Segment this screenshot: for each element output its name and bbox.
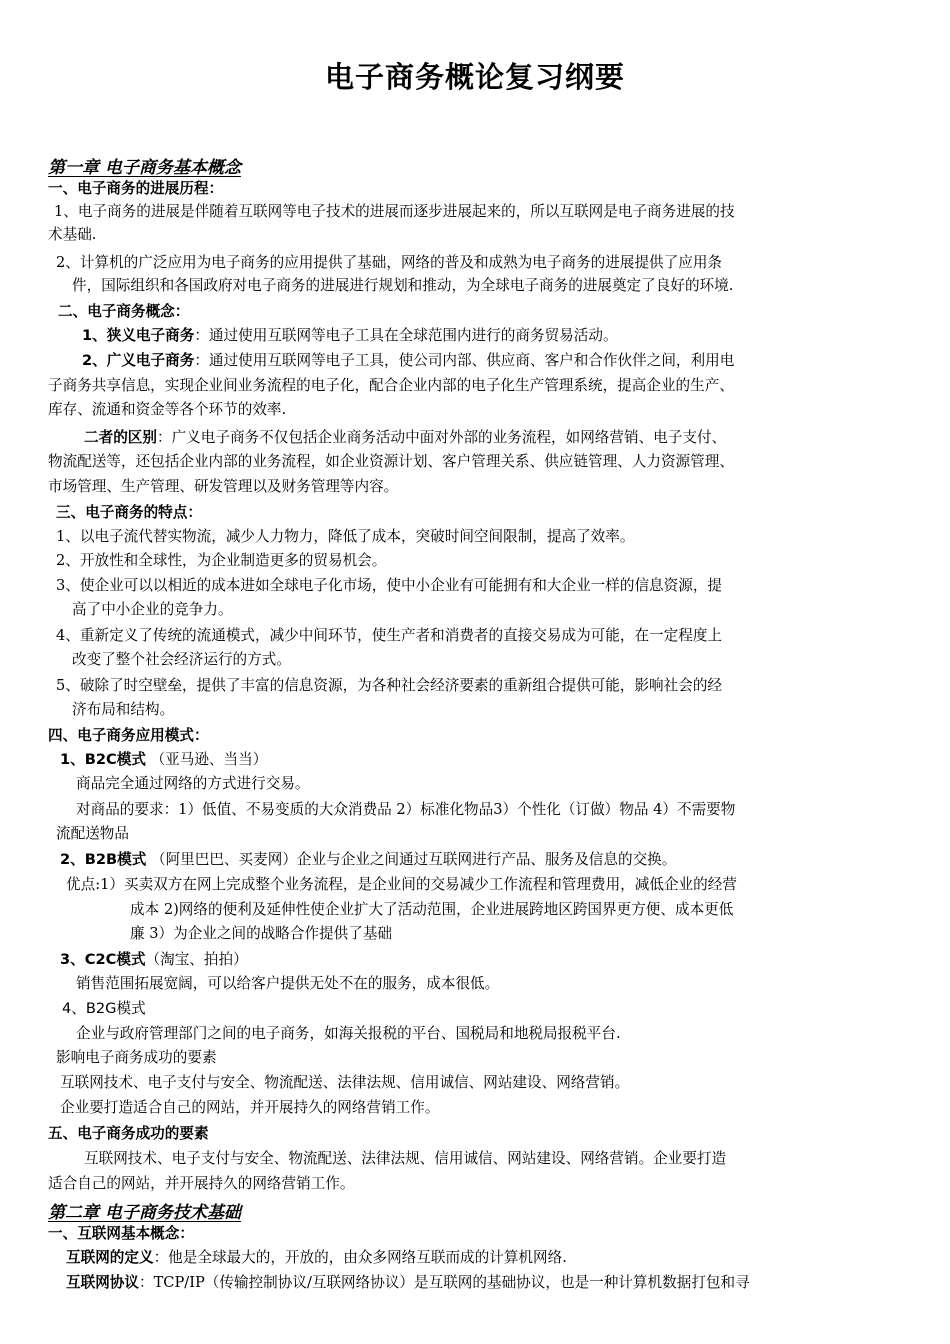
mode-label: 1、B2C模式	[60, 751, 146, 768]
mode-text: （淘宝、拍拍）	[145, 951, 248, 968]
term-label: 二者的区别	[84, 429, 157, 446]
paragraph-line: 互联网技术、电子支付与安全、物流配送、法律法规、信用诚信、网站建设、网络营销。企业要打造	[84, 1150, 727, 1167]
section-5-heading: 五、电子商务成功的要素	[48, 1125, 209, 1142]
paragraph-line: 库存、流通和资金等各个环节的效率.	[48, 401, 287, 418]
chapter-1-heading: 第一章 电子商务基本概念	[48, 158, 241, 178]
paragraph-line	[66, 1248, 567, 1268]
paragraph-line: 物流配送等，还包括企业内部的业务流程，如企业资源计划、客户管理关系、供应链管理、人力资源管理、	[48, 453, 734, 470]
paragraph-line: 改变了整个社会经济运行的方式。	[72, 651, 291, 668]
paragraph-line: 4、重新定义了传统的流通模式，减少中间环节，使生产者和消费者的直接交易成为可能，在一定程度上	[56, 627, 723, 644]
paragraph-line: 2、开放性和全球性，为企业制造更多的贸易机会。	[56, 552, 387, 569]
paragraph-line: 企业要打造适合自己的网站，并开展持久的网络营销工作。	[60, 1099, 440, 1116]
term-text: ：通过使用互联网等电子工具，使公司内部、供应商、客户和合作伙伴之间，利用电	[194, 352, 735, 369]
term-label: 2、广义电子商务	[82, 352, 195, 369]
paragraph-line: 1、电子商务的进展是伴随着互联网等电子技术的进展而逐步进展起来的，所以互联网是电子商务进展的技	[54, 203, 735, 220]
mode-label: 2、B2B模式	[60, 851, 147, 868]
section-4-heading: 四、电子商务应用模式：	[48, 727, 209, 744]
paragraph-line: 对商品的要求：1）低值、不易变质的大众消费品 2）标准化物品3）个性化（订做）物品 4）不需要物	[76, 801, 736, 818]
paragraph-line: 企业与政府管理部门之间的电子商务，如海关报税的平台、国税局和地税局报税平台.	[76, 1025, 621, 1042]
term-label: 互联网协议	[66, 1274, 139, 1291]
paragraph-line: 2、计算机的广泛应用为电子商务的应用提供了基础，网络的普及和成熟为电子商务的进展提供了应用条	[56, 254, 723, 271]
paragraph-line: 术基础.	[48, 226, 97, 243]
section-1-heading: 一、互联网基本概念：	[48, 1225, 194, 1242]
paragraph-line	[82, 351, 734, 371]
paragraph-line: 廉 3）为企业之间的战略合作提供了基础	[130, 925, 393, 942]
mode-text: （阿里巴巴、买麦网）企业与企业之间通过互联网进行产品、服务及信息的交换。	[146, 851, 677, 868]
paragraph-line	[82, 326, 618, 346]
paragraph-line: 市场管理、生产管理、研发管理以及财务管理等内容。	[48, 478, 399, 495]
paragraph-line: 商品完全通过网络的方式进行交易。	[76, 775, 310, 792]
paragraph-line: 1、以电子流代替实物流，减少人力物力，降低了成本，突破时间空间限制，提高了效率。	[56, 528, 635, 545]
paragraph-line: 优点:1）买卖双方在网上完成整个业务流程，是企业间的交易减少工作流程和管理费用，减低企业的经营	[66, 876, 737, 893]
paragraph-line: 件，国际组织和各国政府对电子商务的进展进行规划和推动，为全球电子商务的进展奠定了良好的环境.	[72, 277, 734, 294]
page-title: 电子商务概论复习纲要	[324, 60, 625, 94]
section-3-heading: 三、电子商务的特点：	[56, 504, 202, 521]
section-1-heading: 一、电子商务的进展历程：	[48, 180, 224, 197]
mode-label: 3、C2C模式	[60, 951, 146, 968]
term-label: 互联网的定义	[66, 1249, 154, 1266]
paragraph-line: 影响电子商务成功的要素	[56, 1049, 217, 1066]
paragraph-line: 3、使企业可以以相近的成本进如全球电子化市场，使中小企业有可能拥有和大企业一样的信息资源，提	[56, 577, 723, 594]
paragraph-line	[66, 1273, 750, 1293]
paragraph-line: 子商务共享信息，实现企业间业务流程的电子化，配合企业内部的电子化生产管理系统，提高企业的生产、	[48, 377, 734, 394]
paragraph-line: 互联网技术、电子支付与安全、物流配送、法律法规、信用诚信、网站建设、网络营销。	[60, 1074, 630, 1091]
mode-text: （亚马逊、当当）	[145, 751, 268, 768]
term-text: ：通过使用互联网等电子工具在全球范围内进行的商务贸易活动。	[194, 327, 618, 344]
chapter-2-heading: 第二章 电子商务技术基础	[48, 1203, 241, 1223]
paragraph-line	[60, 850, 676, 870]
paragraph-line: 成本 2)网络的便利及延伸性使企业扩大了活动范围，企业进展跨地区跨国界更方便、成本更低	[130, 901, 734, 918]
term-text: ：他是全球最大的，开放的，由众多网络互联而成的计算机网络.	[153, 1249, 567, 1266]
paragraph-line: 5、破除了时空壁垒，提供了丰富的信息资源，为各种社会经济要素的重新组合提供可能，影响社会的经	[56, 677, 723, 694]
paragraph-line: 济布局和结构。	[72, 701, 175, 718]
term-text: ：TCP/IP（传输控制协议/互联网络协议）是互联网的基础协议，也是一种计算机数据打包和寻	[138, 1274, 750, 1291]
term-label: 1、狭义电子商务	[82, 327, 195, 344]
paragraph-line: 高了中小企业的竞争力。	[72, 601, 233, 618]
paragraph-line: 4、B2G模式	[62, 1000, 146, 1017]
paragraph-line: 销售范围拓展宽阔，可以给客户提供无处不在的服务，成本很低。	[76, 975, 500, 992]
section-2-heading: 二、电子商务概念：	[58, 303, 190, 320]
term-text: ：广义电子商务不仅包括企业商务活动中面对外部的业务流程，如网络营销、电子支付、	[156, 429, 727, 446]
paragraph-line	[60, 750, 267, 770]
paragraph-line: 流配送物品	[56, 825, 129, 842]
paragraph-line	[60, 950, 248, 970]
paragraph-line	[84, 428, 726, 448]
paragraph-line: 适合自己的网站，并开展持久的网络营销工作。	[48, 1175, 355, 1192]
